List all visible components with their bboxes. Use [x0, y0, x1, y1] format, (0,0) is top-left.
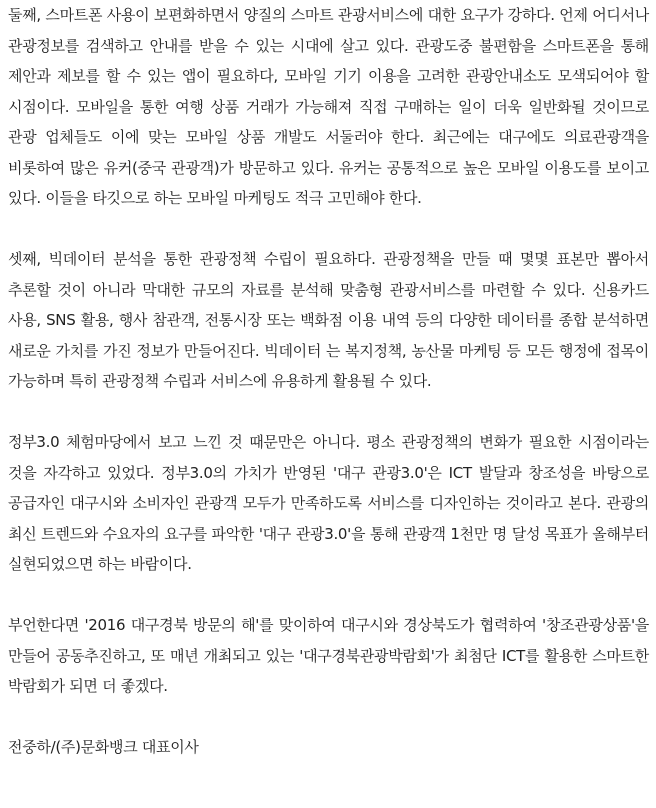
author-signature: 전중하/(주)문화뱅크 대표이사: [8, 738, 199, 756]
paragraph-closing-suggestion: 부언한다면 '2016 대구경북 방문의 해'를 맞이하여 대구시와 경상북도가 협력하여 '창조관광상품'을 만들어 공동추진하고, 또 매년 개최되고 있는 '대구경북관광박람회'가 최첨단 ICT를 활용한 스마트한 박람회가 되면 더 좋겠다.: [8, 616, 649, 695]
article-body: [8, 0, 649, 763]
paragraph-third-point: 셋째, 빅데이터 분석을 통한 관광정책 수립이 필요하다. 관광정책을 만들 때 몇몇 표본만 뽑아서 추론할 것이 아니라 막대한 규모의 자료를 분석해 맞춤형 관광서비스를 마련할 수 있다. 신용카드 사용, SNS 활용, 행사 참관객, 전통시장 또는 백화점 이용 내역 등의 다양한 데이터를 종합 분석하면 새로운 가치를 가진 정보가 만들어진다. 빅데이터 는 복지정책, 농산물 마케팅 등 모든 행정에 접목이 가능하며 특히 관광정책 수립과 서비스에 유용하게 활용될 수 있다.: [8, 250, 649, 390]
paragraph-second-point: 둘째, 스마트폰 사용이 보편화하면서 양질의 스마트 관광서비스에 대한 요구가 강하다. 언제 어디서나 관광정보를 검색하고 안내를 받을 수 있는 시대에 살고 있다. 관광도중 불편함을 스마트폰을 통해 제안과 제보를 할 수 있는 앱이 필요하다, 모바일 기기 이용을 고려한 관광안내소도 모색되어야 할 시점이다. 모바일을 통한 여행 상품 거래가 가능해져 직접 구매하는 일이 더욱 일반화될 것이므로 관광 업체들도 이에 맞는 모바일 상품 개발도 서둘러야 한다. 최근에는 대구에도 의료관광객을 비롯하여 많은 유커(중국 관광객)가 방문하고 있다. 유커는 공통적으로 높은 모바일 이용도를 보이고 있다. 이들을 타깃으로 하는 모바일 마케팅도 적극 고민해야 한다.: [8, 6, 649, 207]
paragraph-government-3-0: 정부3.0 체험마당에서 보고 느낀 것 때문만은 아니다. 평소 관광정책의 변화가 필요한 시점이라는 것을 자각하고 있었다. 정부3.0의 가치가 반영된 '대구 관광3.0'은 ICT 발달과 창조성을 바탕으로 공급자인 대구시와 소비자인 관광객 모두가 만족하도록 서비스를 디자인하는 것이라고 본다. 관광의 최신 트렌드와 수요자의 요구를 파악한 '대구 관광3.0'을 통해 관광객 1천만 명 달성 목표가 올해부터 실현되었으면 하는 바람이다.: [8, 433, 649, 573]
